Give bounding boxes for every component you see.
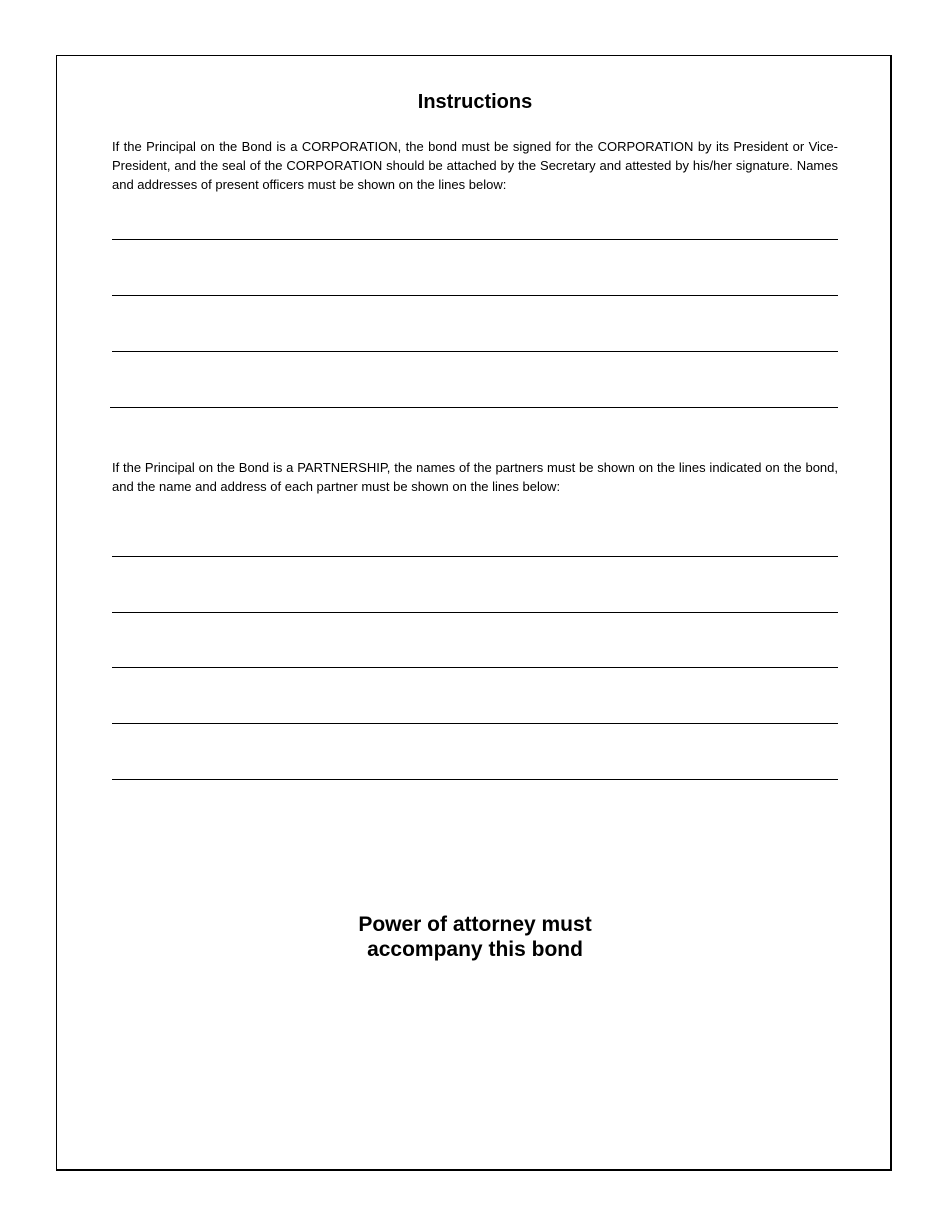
page-title: Instructions: [417, 91, 533, 113]
page-border: [56, 55, 892, 1171]
partnership-instructions: If the Principal on the Bond is a PARTNERSHIP, the names of the partners must be shown on the lines indicated on the bond, and the name and address of each partner must be shown on the lines below:: [112, 460, 838, 494]
partner-line-5[interactable]: [112, 779, 838, 780]
corporation-officer-line-4[interactable]: [110, 407, 838, 408]
power-of-attorney-notice: [0, 912, 950, 962]
power-of-attorney-notice-line-2: accompany this bond: [367, 938, 583, 961]
corporation-officer-line-3[interactable]: [112, 351, 838, 352]
partner-line-1[interactable]: [112, 556, 838, 557]
power-of-attorney-notice-line-1: Power of attorney must: [358, 913, 592, 936]
partner-line-2[interactable]: [112, 612, 838, 613]
partner-line-4[interactable]: [112, 723, 838, 724]
partner-line-3[interactable]: [112, 667, 838, 668]
corporation-instructions: If the Principal on the Bond is a CORPORATION, the bond must be signed for the CORPORATION by its President or Vice-President, and the seal of the CORPORATION should be attached by the Secretary and attested by his/her signature. Names and addresses of present officers must be shown on the lines below:: [112, 139, 838, 192]
corporation-officer-line-2[interactable]: [112, 295, 838, 296]
corporation-officer-line-1[interactable]: [112, 239, 838, 240]
